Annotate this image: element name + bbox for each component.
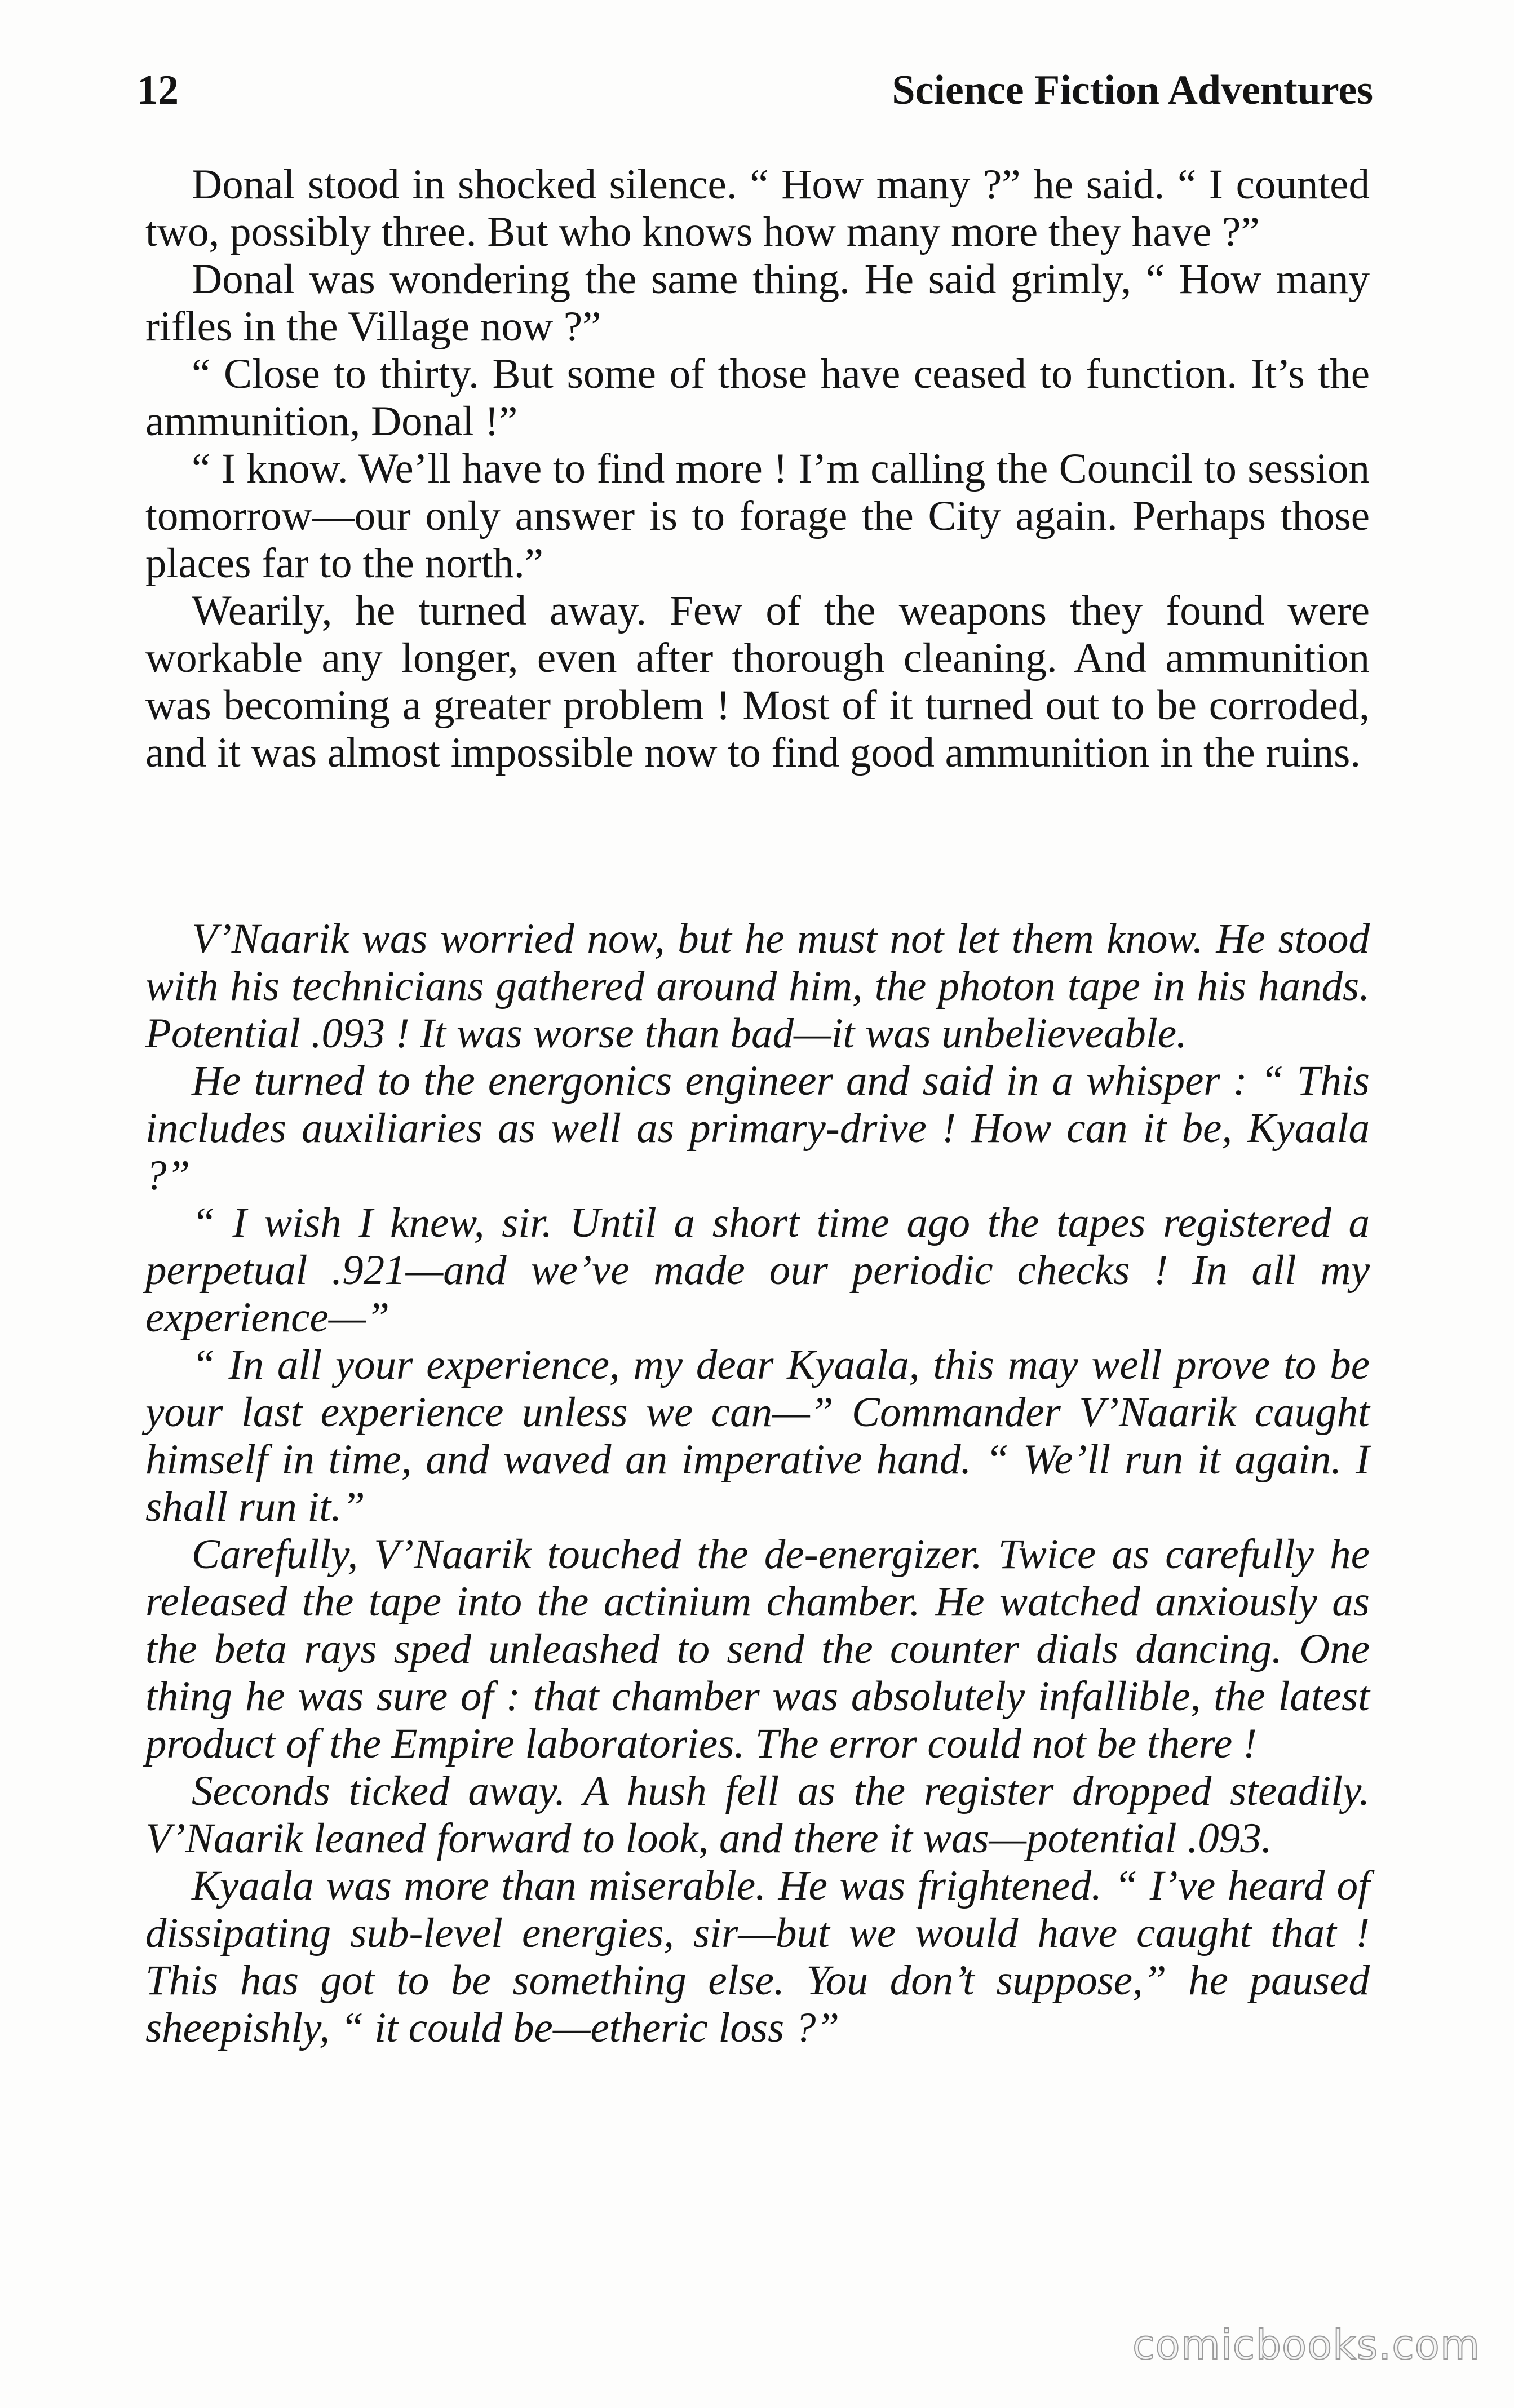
page-number: 12 — [137, 67, 179, 113]
paragraph: Seconds ticked away. A hush fell as the register dropped steadily. V’Naarik leaned forward to look, and there it was—potential .093. — [145, 1768, 1370, 1862]
page-header — [137, 67, 1373, 123]
body-text-section-2 — [145, 915, 1370, 2052]
paragraph: V’Naarik was worried now, but he must not let them know. He stood with his technicians gathered around him, the photon tape in his hands. Potential .093 ! It was worse than bad—it was unbelieveable. — [145, 915, 1370, 1057]
paragraph: “ I wish I knew, sir. Until a short time ago the tapes registered a perpetual .921—and we’ve made our periodic checks ! In all my experience—” — [145, 1199, 1370, 1341]
paragraph: Kyaala was more than miserable. He was frightened. “ I’ve heard of dissipating sub-level energies, sir—but we would have caught that ! This has got to be something else. You don’t suppose,” he paused sheepishly, “ it could be—etheric loss ?” — [145, 1862, 1370, 2051]
paragraph: Wearily, he turned away. Few of the weapons they found were workable any longer, even after thorough cleaning. And ammunition was becoming a greater problem ! Most of it turned out to be corroded, and it was almost impossible now to find good ammunition in the ruins. — [145, 587, 1370, 776]
paragraph: He turned to the energonics engineer and said in a whisper : “ This includes auxiliaries as well as primary-drive ! How can it be, Kyaala ?” — [145, 1057, 1370, 1199]
watermark: comicbooks.com — [1132, 2321, 1480, 2369]
paragraph: Donal stood in shocked silence. “ How many ?” he said. “ I counted two, possibly three. But who knows how many more they have ?” — [145, 161, 1370, 255]
running-title: Science Fiction Adventures — [892, 67, 1373, 113]
body-text-section-1 — [145, 161, 1370, 777]
paragraph: “ In all your experience, my dear Kyaala, this may well prove to be your last experience unless we can—” Commander V’Naarik caught himself in time, and waved an imperative hand. “ We’ll run it again. I shall run it.” — [145, 1342, 1370, 1530]
paragraph: Donal was wondering the same thing. He said grimly, “ How many rifles in the Village now ?” — [145, 256, 1370, 350]
paragraph: “ I know. We’ll have to find more ! I’m calling the Council to session tomorrow—our only answer is to forage the City again. Perhaps those places far to the north.” — [145, 445, 1370, 587]
paragraph: Carefully, V’Naarik touched the de-energizer. Twice as carefully he released the tape into the actinium chamber. He watched anxiously as the beta rays sped unleashed to send the counter dials dancing. One thing he was sure of : that chamber was absolutely infallible, the latest product of the Empire laboratories. The error could not be there ! — [145, 1531, 1370, 1767]
paragraph: “ Close to thirty. But some of those have ceased to function. It’s the ammunition, Donal !” — [145, 351, 1370, 445]
